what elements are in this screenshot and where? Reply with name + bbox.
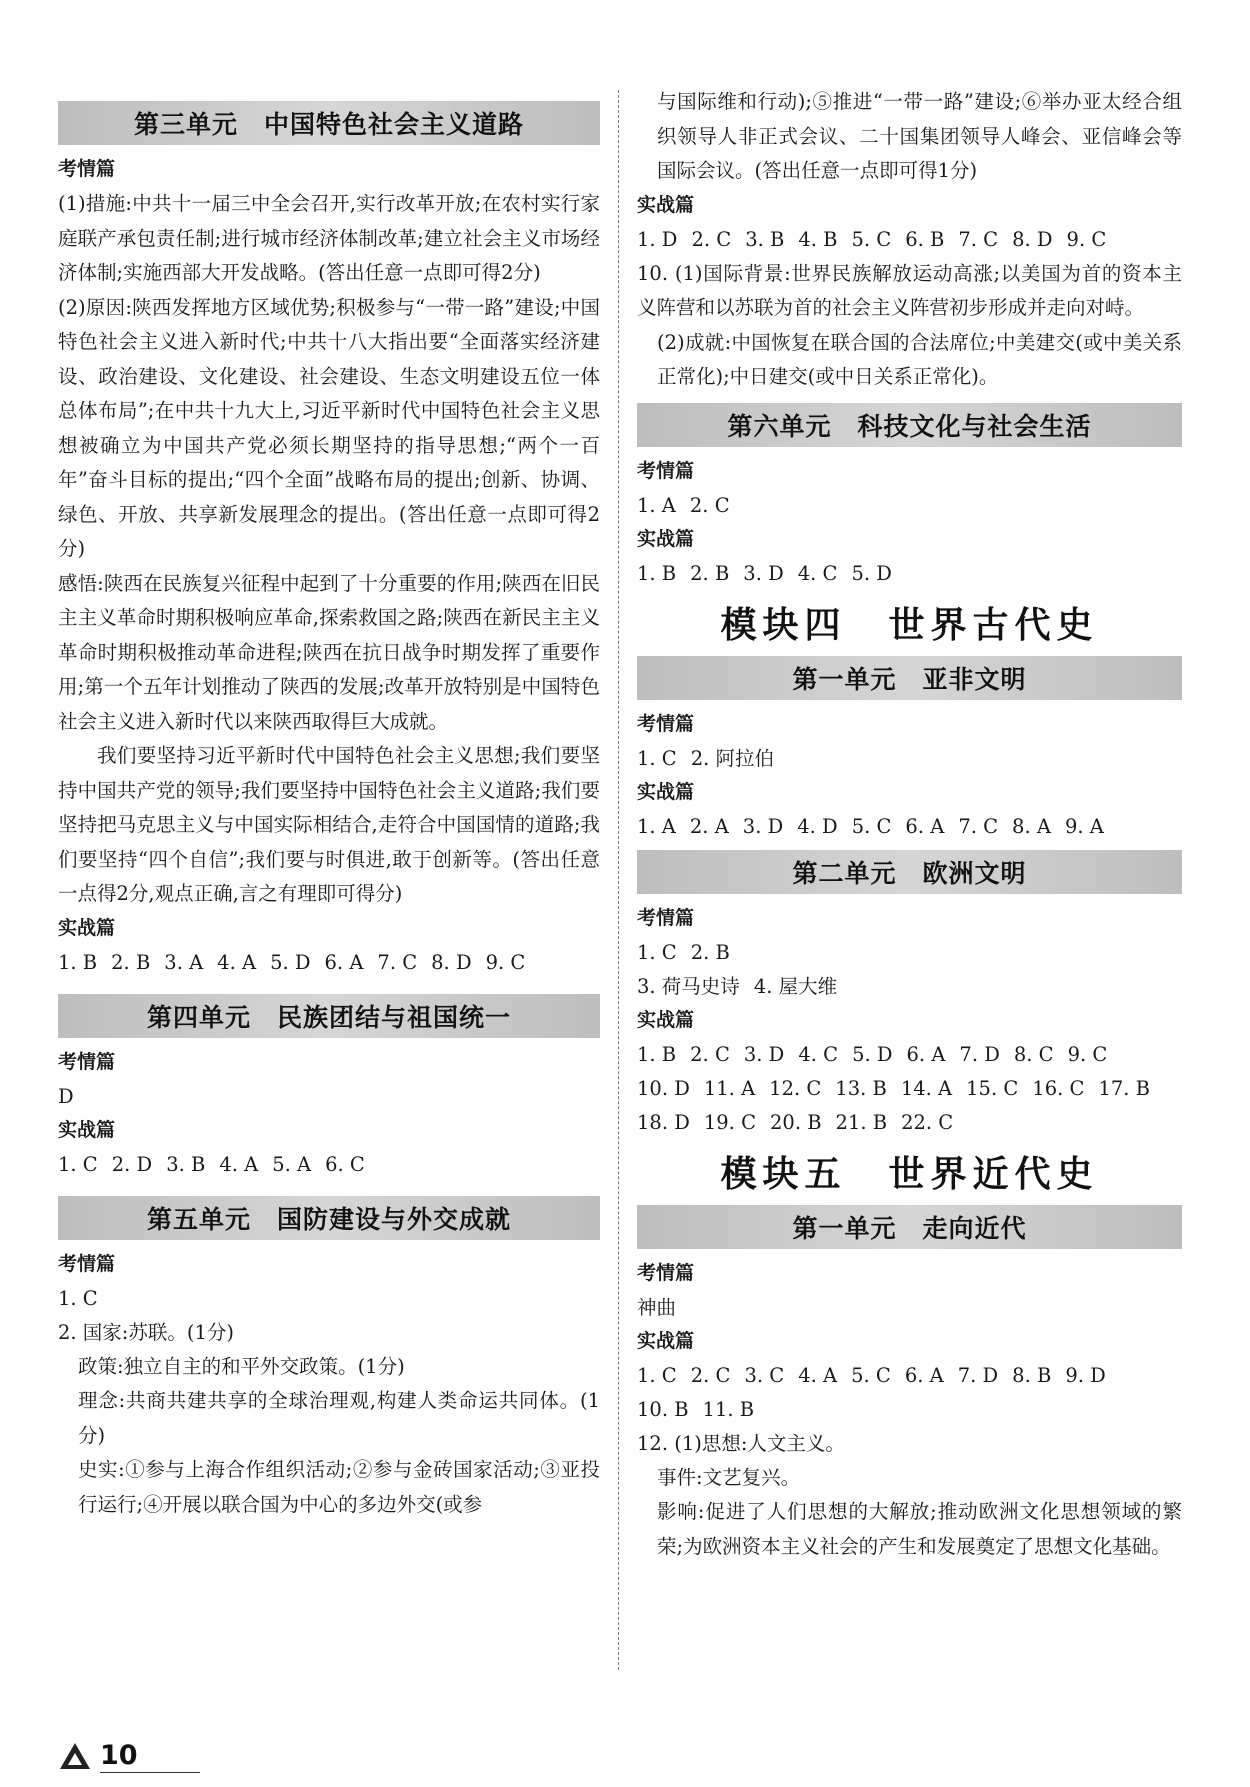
answer-row	[58, 946, 600, 980]
answer-item: 2. B	[690, 940, 730, 964]
answer-item: 5. D	[852, 1042, 893, 1066]
answer-item: 1. B	[637, 561, 677, 585]
answer-paragraph: 理念:共商共建共享的全球治理观,构建人类命运共同体。(1分)	[78, 1389, 600, 1447]
column-divider	[618, 90, 620, 1670]
section-label: 考情篇	[58, 1050, 116, 1073]
answer-item: 11. A	[703, 1076, 756, 1100]
answer-item: 1. C	[637, 1363, 677, 1387]
answer-row	[637, 1393, 1182, 1427]
answer-item: 6. A	[324, 950, 364, 974]
answer-item: 1. A	[637, 493, 676, 517]
answer-item: 9. C	[1066, 227, 1107, 251]
answer-row	[637, 742, 1182, 776]
answer-item: 11. B	[702, 1397, 755, 1421]
answer-item: 2. A	[689, 814, 729, 838]
answer-row: 1. C	[58, 1286, 98, 1310]
answer-item: 3. B	[745, 227, 785, 251]
answer-item: 21. B	[835, 1110, 888, 1134]
answer-item: 4. D	[797, 814, 838, 838]
answer-item: 5. D	[851, 561, 892, 585]
answer-item: 8. A	[1012, 814, 1051, 838]
answer-item: 2. B	[690, 561, 730, 585]
answer-row	[637, 1038, 1182, 1072]
triangle-a-logo-icon	[58, 1741, 92, 1771]
unit-title-bar: 第六单元 科技文化与社会生活	[637, 403, 1182, 447]
answer-item: 1. D	[637, 227, 678, 251]
answer-item: 5. C	[851, 227, 892, 251]
answer-item: 4. A	[219, 1152, 259, 1176]
section-label: 考情篇	[637, 459, 695, 482]
answer-paragraph: 史实:①参与上海合作组织活动;②参与金砖国家活动;③亚投行运行;④开展以联合国为中心的多边外交(或参	[78, 1458, 600, 1516]
answer-row	[637, 1072, 1182, 1106]
answer-item: 3. 荷马史诗	[637, 974, 740, 998]
section-label: 实战篇	[58, 916, 116, 939]
answer-paragraph: 与国际维和行动);⑤推进“一带一路”建设;⑥举办亚太经合组织领导人非正式会议、二十国集团领导人峰会、亚信峰会等国际会议。(答出任意一点即可得1分)	[657, 90, 1182, 182]
section-label: 实战篇	[637, 780, 695, 803]
answer-item: 6. B	[905, 227, 945, 251]
section-label: 考情篇	[637, 906, 695, 929]
answer-paragraph: 我们要坚持习近平新时代中国特色社会主义思想;我们要坚持中国共产党的领导;我们要坚持中国特色社会主义道路;我们要坚持把马克思主义与中国实际相结合,走符合中国国情的道路;我们要坚持“四个自信”;我们要与时俱进,敢于创新等。(答出任意一点得2分,观点正确,言之有理即可得分)	[58, 744, 600, 905]
answer-item: 14. A	[900, 1076, 953, 1100]
section-label: 实战篇	[637, 1329, 695, 1352]
answer-item: 12. C	[769, 1076, 822, 1100]
unit-title-bar: 第一单元 亚非文明	[637, 656, 1182, 700]
right-column	[637, 85, 1182, 1564]
answer-item: 9. D	[1065, 1363, 1106, 1387]
answer-item: 9. C	[485, 950, 526, 974]
answer-row: 神曲	[637, 1295, 677, 1319]
answer-item: 3. B	[166, 1152, 206, 1176]
answer-item: 5. D	[270, 950, 311, 974]
answer-item: 22. C	[901, 1110, 954, 1134]
answer-item: 5. C	[851, 1363, 891, 1387]
answer-item: 15. C	[966, 1076, 1019, 1100]
section-label: 考情篇	[58, 158, 116, 180]
answer-row	[58, 1148, 600, 1182]
unit-title-bar: 第五单元 国防建设与外交成就	[58, 1196, 600, 1240]
answer-item: 18. D	[637, 1110, 690, 1134]
answer-paragraph: 影响:促进了人们思想的大解放;推动欧洲文化思想领域的繁荣;为欧洲资本主义社会的产生和发展奠定了思想文化基础。	[657, 1500, 1182, 1558]
answer-row	[637, 223, 1182, 257]
answer-item: 2. C	[689, 493, 730, 517]
answer-item: 8. D	[431, 950, 472, 974]
answer-row	[637, 489, 1182, 523]
answer-item: 4. C	[798, 1042, 839, 1066]
answer-paragraph: 政策:独立自主的和平外交政策。(1分)	[78, 1354, 405, 1378]
unit-title-bar: 第二单元 欧洲文明	[637, 850, 1182, 894]
answer-item: 3. D	[742, 814, 784, 838]
section-label: 实战篇	[637, 527, 695, 550]
answer-item: 8. C	[1013, 1042, 1054, 1066]
answer-item: 4. C	[797, 561, 838, 585]
answer-item: 13. B	[835, 1076, 887, 1100]
section-label: 实战篇	[58, 1118, 116, 1141]
answer-row	[637, 1359, 1182, 1393]
answer-item: 6. A	[905, 814, 945, 838]
answer-item: 5. A	[272, 1152, 312, 1176]
answer-item: 6. A	[904, 1363, 944, 1387]
answer-row: D	[58, 1084, 74, 1108]
section-label: 考情篇	[58, 1252, 116, 1275]
answer-item: 1. B	[637, 1042, 677, 1066]
answer-item: 7. C	[958, 814, 999, 838]
answer-row	[637, 936, 1182, 970]
section-label: 实战篇	[637, 193, 695, 216]
module-title: 模块五 世界近代史	[720, 1152, 1099, 1195]
answer-item: 10. B	[637, 1397, 689, 1421]
answer-item: 7. C	[958, 227, 999, 251]
answer-item: 4. B	[798, 227, 838, 251]
answer-row	[637, 557, 1182, 591]
answer-item: 2. C	[691, 227, 732, 251]
answer-item: 2. 阿拉伯	[690, 746, 775, 770]
answer-item: 20. B	[770, 1110, 822, 1134]
section-label: 考情篇	[637, 1261, 695, 1284]
answer-item: 5. C	[851, 814, 892, 838]
answer-item: 1. B	[58, 950, 98, 974]
page-footer	[58, 1740, 138, 1771]
answer-paragraph: (2)成就:中国恢复在联合国的合法席位;中美建交(或中美关系正常化);中日建交(或中日关系正常化)。	[657, 330, 1182, 388]
answer-item: 19. C	[703, 1110, 756, 1134]
answer-item: 7. D	[959, 1042, 1000, 1066]
page-number: 10	[100, 1740, 138, 1771]
module-title: 模块四 世界古代史	[720, 603, 1099, 646]
answer-item: 4. A	[798, 1363, 838, 1387]
answer-item: 16. C	[1032, 1076, 1085, 1100]
answer-row	[637, 1106, 1182, 1140]
answer-item: 1. A	[637, 814, 676, 838]
footer-rule	[100, 1772, 200, 1773]
answer-item: 2. C	[690, 1363, 731, 1387]
answer-item: 8. B	[1012, 1363, 1052, 1387]
answer-row	[637, 970, 1182, 1004]
answer-row: 2. 国家:苏联。(1分)	[58, 1320, 234, 1344]
answer-item: 3. D	[743, 1042, 785, 1066]
section-label: 考情篇	[637, 712, 695, 735]
answer-item: 4. A	[217, 950, 257, 974]
answer-item: 2. B	[111, 950, 151, 974]
answer-item: 3. A	[164, 950, 204, 974]
answer-item: 7. C	[377, 950, 418, 974]
answer-item: 10. D	[637, 1076, 690, 1100]
answer-item: 6. A	[906, 1042, 946, 1066]
answer-paragraph: 感悟:陕西在民族复兴征程中起到了十分重要的作用;陕西在旧民主主义革命时期积极响应革命,探索救国之路;陕西在新民主主义革命时期积极推动革命进程;陕西在抗日战争时期发挥了重要作用;第一个五年计划推动了陕西的发展;改革开放特别是中国特色社会主义进入新时代以来陕西取得巨大成就。	[58, 571, 600, 733]
answer-item: 4. 屋大维	[753, 974, 838, 998]
answer-item: 9. C	[1067, 1042, 1108, 1066]
unit-title-bar: 第三单元 中国特色社会主义道路	[58, 101, 600, 145]
unit-title-bar: 第四单元 民族团结与祖国统一	[58, 994, 600, 1038]
answer-item: 1. C	[58, 1152, 98, 1176]
answer-item: 9. A	[1064, 814, 1104, 838]
answer-paragraph: (1)措施:中共十一届三中全会召开,实行改革开放;在农村实行家庭联产承包责任制;进行城市经济体制改革;建立社会主义市场经济体制;实施西部大开发战略。(答出任意一点即可得2分)	[58, 192, 600, 284]
answer-paragraph: 事件:文艺复兴。	[657, 1465, 801, 1489]
section-label: 实战篇	[637, 1008, 695, 1031]
answer-item: 2. C	[690, 1042, 730, 1066]
answer-item: 2. D	[111, 1152, 153, 1176]
answer-item: 1. C	[637, 746, 677, 770]
answer-item: 3. D	[743, 561, 784, 585]
answer-item: 3. C	[744, 1363, 785, 1387]
answer-item: 7. D	[957, 1363, 999, 1387]
answer-row	[637, 810, 1182, 844]
left-column	[58, 95, 600, 1522]
answer-paragraph: (2)原因:陕西发挥地方区域优势;积极参与“一带一路”建设;中国特色社会主义进入新时代;中共十八大指出要“全面落实经济建设、政治建设、文化建设、社会建设、生态文明建设五位一体总体布局”;在中共十九大上,习近平新时代中国特色社会主义思想被确立为中国共产党必须长期坚持的指导思想;“两个一百年”奋斗目标的提出;“四个全面”战略布局的提出;创新、协调、绿色、开放、共享新发展理念的提出。(答出任意一点即可得2分)	[58, 295, 600, 560]
answer-item: 1. C	[637, 940, 677, 964]
answer-item: 6. C	[325, 1152, 365, 1176]
answer-row: 12. (1)思想:人文主义。	[637, 1431, 845, 1455]
answer-paragraph: 10. (1)国际背景:世界民族解放运动高涨;以美国为首的资本主义阵营和以苏联为首的社会主义阵营初步形成并走向对峙。	[637, 261, 1182, 319]
answer-item: 8. D	[1012, 227, 1053, 251]
answer-item: 17. B	[1098, 1076, 1150, 1100]
unit-title-bar: 第一单元 走向近代	[637, 1205, 1182, 1249]
